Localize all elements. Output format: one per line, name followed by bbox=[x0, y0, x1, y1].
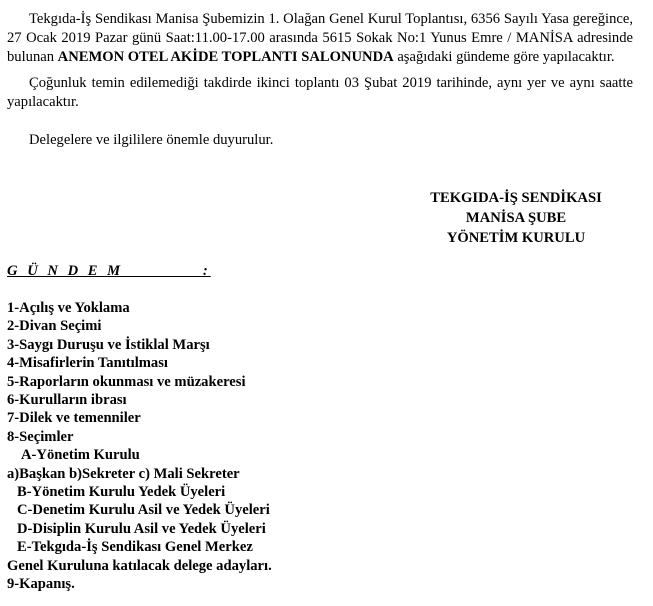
agenda-subitem: E-Tekgıda-İş Sendikası Genel Merkez bbox=[17, 539, 253, 556]
agenda-subitem: Genel Kuruluna katılacak delege adayları. bbox=[7, 557, 272, 574]
agenda-subitem: C-Denetim Kurulu Asil ve Yedek Üyeleri bbox=[17, 502, 270, 519]
signature-block bbox=[396, 188, 636, 248]
agenda-list bbox=[7, 299, 272, 594]
venue-name: ANEMON OTEL AKİDE TOPLANTI SALONUNDA bbox=[57, 49, 394, 65]
meeting-text-end: aşağıdaki gündeme göre yapılacaktır. bbox=[393, 49, 615, 65]
agenda-subitem: D-Disiplin Kurulu Asil ve Yedek Üyeleri bbox=[17, 520, 266, 537]
agenda-item: 6-Kurulların ibrası bbox=[7, 392, 127, 409]
agenda-subitem: A-Yönetim Kurulu bbox=[21, 447, 140, 464]
signature-union: TEKGIDA-İŞ SENDİKASI bbox=[430, 190, 602, 206]
agenda-item: 7-Dilek ve temenniler bbox=[7, 410, 141, 427]
meeting-text-start: Tekgıda-İş Sendikası Manisa Şubemizin 1. Olağan Genel Kurul Toplantısı, 6356 Sayılı Yasa gereğince, 27 Ocak 2019 Pazar günü Saat:11.00-17.00 arasında 5615 Sokak No:1 Yunus Emre / MANİSA adresinde bulunan bbox=[7, 11, 633, 65]
agenda-subitem: a)Başkan b)Sekreter c) Mali Sekreter bbox=[7, 465, 240, 482]
agenda-item: 1-Açılış ve Yoklama bbox=[7, 300, 130, 316]
agenda-item: 3-Saygı Duruşu ve İstiklal Marşı bbox=[7, 336, 210, 353]
agenda-item: 4-Misafirlerin Tanıtılması bbox=[7, 355, 168, 372]
second-meeting-paragraph: Çoğunluk temin edilemediği takdirde ikinci toplantı 03 Şubat 2019 tarihinde, aynı yer ve aynı saatte yapılacaktır. bbox=[7, 75, 633, 110]
agenda-subitem: B-Yönetim Kurulu Yedek Üyeleri bbox=[17, 484, 226, 501]
signature-branch: MANİSA ŞUBE bbox=[465, 210, 567, 226]
agenda-item: 9-Kapanış. bbox=[7, 576, 75, 593]
signature-board: YÖNETİM KURULU bbox=[446, 230, 586, 246]
agenda-item: 2-Divan Seçimi bbox=[7, 318, 102, 335]
announcement-note: Delegelere ve ilgililere önemle duyurulur. bbox=[29, 132, 274, 148]
agenda-item: 5-Raporların okunması ve müzakeresi bbox=[7, 373, 246, 390]
meeting-paragraph bbox=[7, 10, 633, 67]
agenda-title: G Ü N D E M : bbox=[7, 263, 211, 279]
announcement-body bbox=[7, 10, 633, 150]
agenda-item: 8-Seçimler bbox=[7, 428, 74, 445]
